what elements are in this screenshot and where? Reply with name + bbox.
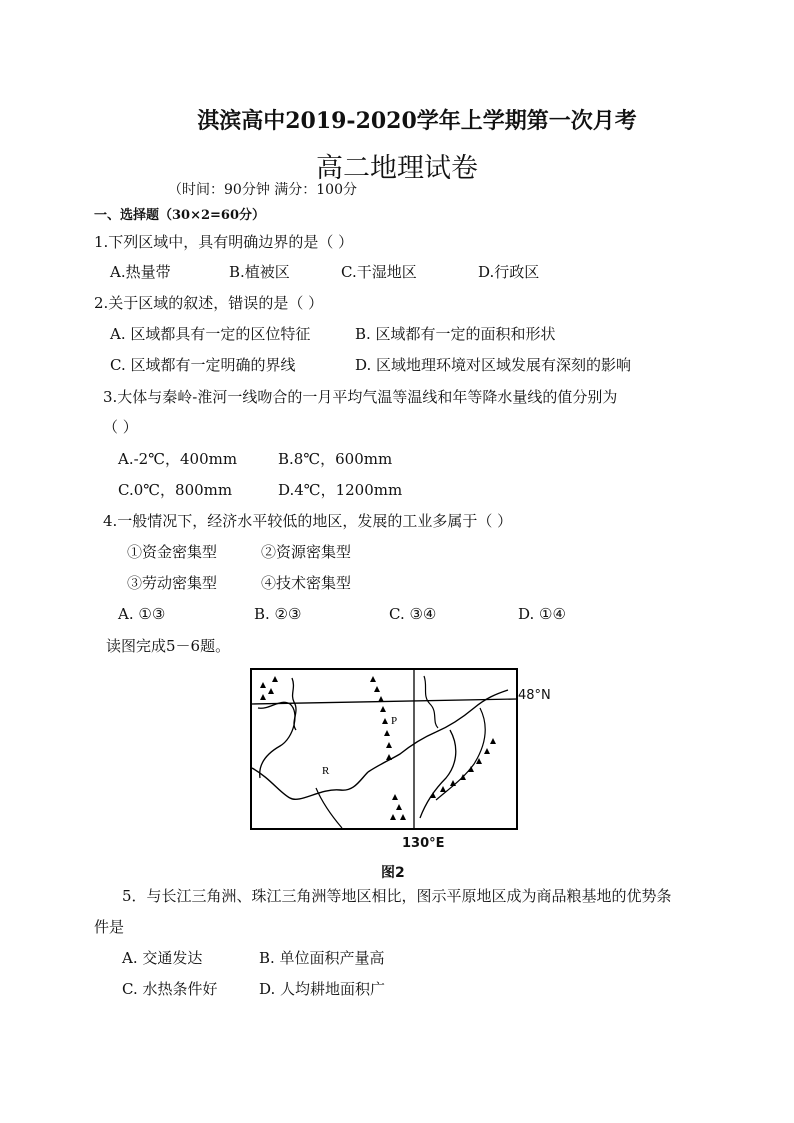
- q1-option-b: B.植被区: [229, 263, 290, 281]
- q4-item-1: ①资金密集型: [127, 543, 218, 561]
- q4-option-b: B. ②③: [254, 605, 302, 623]
- map-frame: [251, 669, 517, 829]
- q4-item-2: ②资源密集型: [261, 543, 352, 561]
- q2-option-a: A. 区域都具有一定的区位特征: [110, 325, 311, 343]
- q3-option-d: D.4℃，1200mm: [278, 481, 403, 499]
- q5-stem-line2: 件是: [94, 918, 125, 936]
- q4-option-d: D. ①④: [518, 605, 566, 623]
- latitude-label: 48°N: [518, 688, 551, 703]
- longitude-label: 130°E: [402, 836, 445, 851]
- figure-caption: 图2: [381, 865, 405, 881]
- q5-option-c: C. 水热条件好: [122, 980, 218, 998]
- q3-stem-line1: 3.大体与秦岭-淮河一线吻合的一月平均气温等温线和年等降水量线的值分别为: [103, 388, 618, 406]
- q4-option-c: C. ③④: [389, 605, 437, 623]
- paper-title: 高二地理试卷: [316, 153, 478, 184]
- q1-option-c: C.干湿地区: [341, 263, 417, 281]
- section-heading: 一、选择题（30×2=60分）: [94, 208, 266, 223]
- q1-option-d: D.行政区: [478, 263, 540, 281]
- q1-option-a: A.热量带: [110, 263, 171, 281]
- q2-stem: 2.关于区域的叙述，错误的是（ ）: [94, 294, 324, 312]
- region-map: [250, 668, 518, 830]
- q1-stem: 1.下列区域中，具有明确边界的是（ ）: [94, 233, 354, 251]
- q2-option-d: D. 区域地理环境对区域发展有深刻的影响: [355, 356, 632, 374]
- q2-option-c: C. 区域都有一定明确的界线: [110, 356, 296, 374]
- label-r: R: [322, 765, 330, 777]
- q5-option-d: D. 人均耕地面积广: [259, 980, 386, 998]
- exam-info: （时间：90分钟 满分：100分: [168, 182, 357, 198]
- q4-item-4: ④技术密集型: [261, 574, 352, 592]
- q3-option-b: B.8℃，600mm: [278, 450, 393, 468]
- q3-option-a: A.-2℃，400mm: [118, 450, 238, 468]
- q3-stem-line2: （ ）: [103, 418, 138, 436]
- q4-option-a: A. ①③: [118, 605, 166, 623]
- school-title: 淇滨高中2019-2020学年上学期第一次月考: [197, 108, 637, 134]
- figure-intro: 读图完成5－6题。: [106, 637, 231, 655]
- q5-stem-line1: 5．与长江三角洲、珠江三角洲等地区相比，图示平原地区成为商品粮基地的优势条: [122, 887, 672, 905]
- q4-item-3: ③劳动密集型: [127, 574, 218, 592]
- q5-option-b: B. 单位面积产量高: [259, 949, 385, 967]
- q3-option-c: C.0℃，800mm: [118, 481, 233, 499]
- q2-option-b: B. 区域都有一定的面积和形状: [355, 325, 556, 343]
- q4-stem: 4.一般情况下，经济水平较低的地区，发展的工业多属于（ ）: [103, 512, 513, 530]
- q5-option-a: A. 交通发达: [122, 949, 203, 967]
- label-p: P: [391, 715, 398, 727]
